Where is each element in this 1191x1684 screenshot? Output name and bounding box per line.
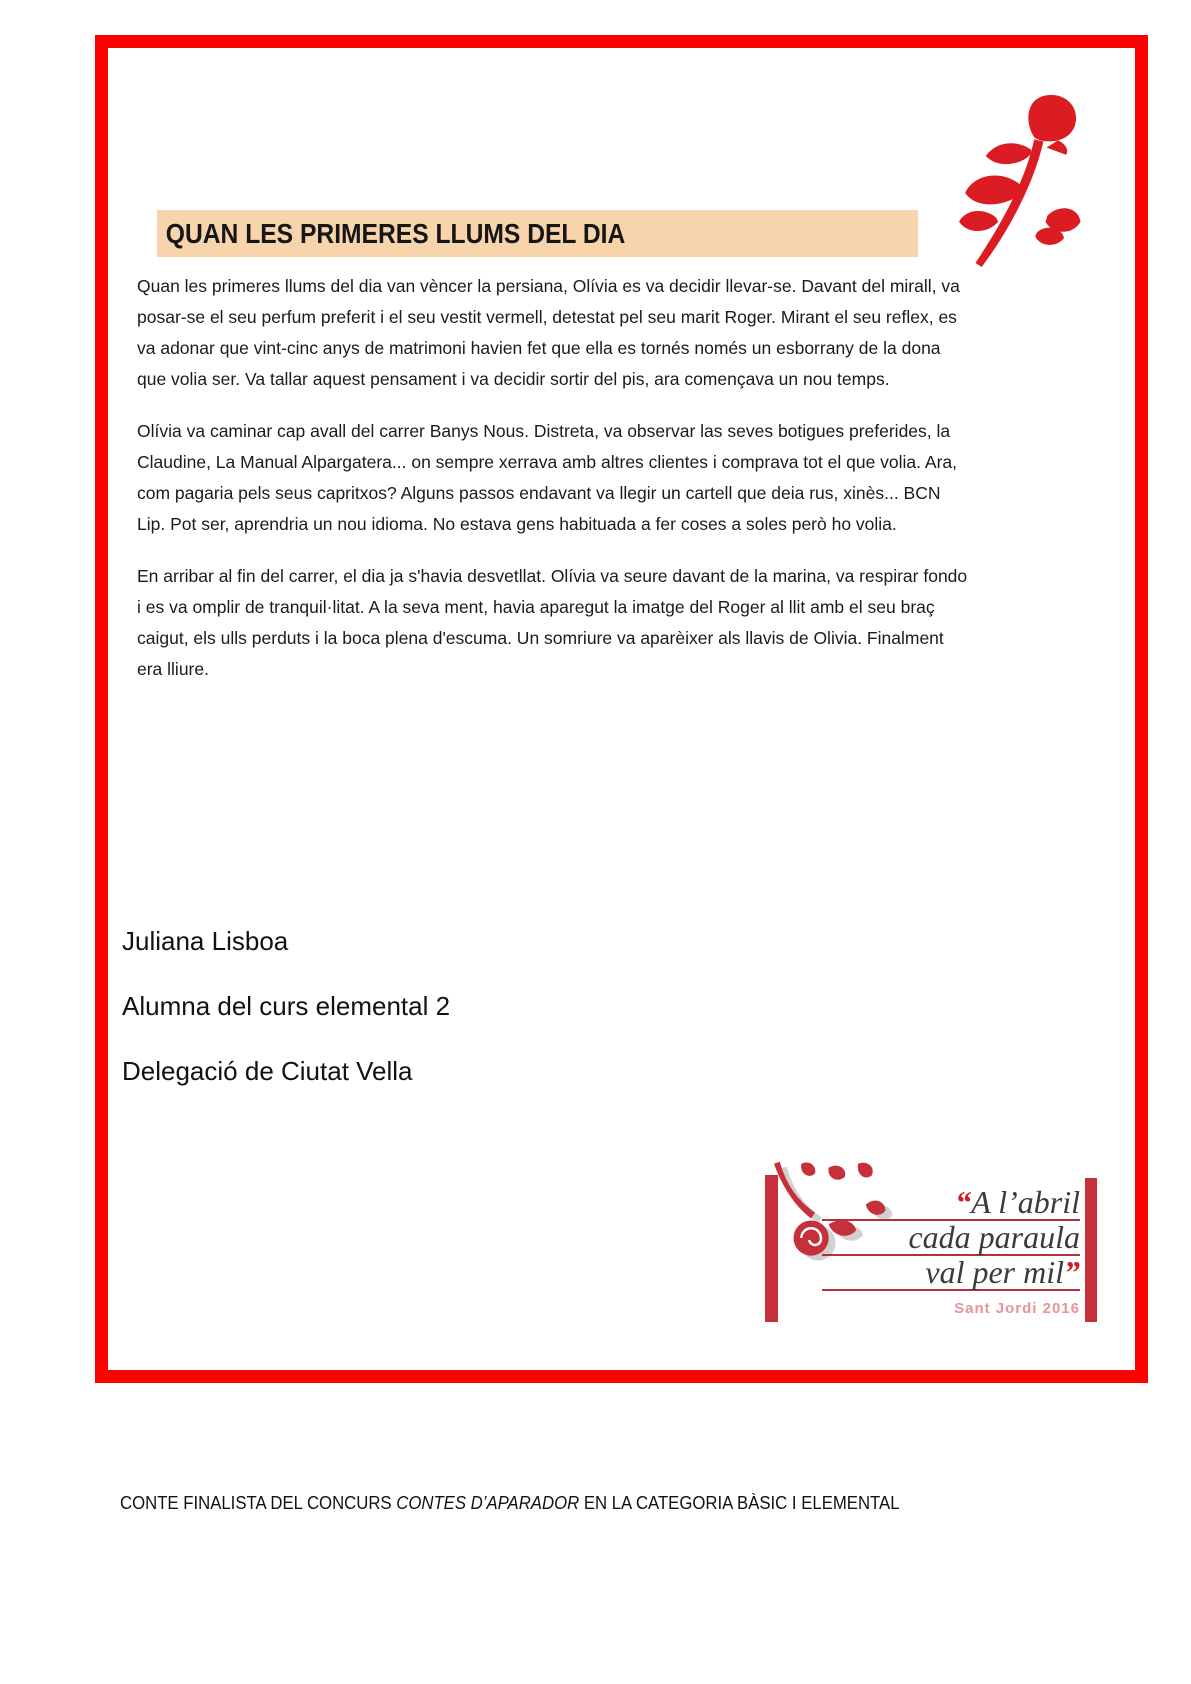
story-paragraph: Olívia va caminar cap avall del carrer Banys Nous. Distreta, va observar las seves botigues preferides, la Claudine, La Manual Alpargatera... on sempre xerrava amb altres clientes i comprava tot el que volia. Ara, com pagaria pels seus capritxos? Alguns passos endavant va llegir un cartell que deia rus, xinès... BCN Lip. Pot ser, aprendria un nou idioma. No estava gens habituada a fer coses a soles però ho volia.: [137, 421, 958, 534]
footer-note: [120, 1493, 900, 1514]
story-paragraph: Quan les primeres llums del dia van vèncer la persiana, Olívia es va decidir llevar-se. Davant del mirall, va posar-se el seu perfum preferit i el seu vestit vermell, detestat pel seu marit Roger. Mirant el seu reflex, es va adonar que vint-cinc anys de matrimoni havien fet que ella es tornés només un esborrany de la dona que volia ser. Va tallar aquest pensament i va decidir sortir del pis, ara començava un nou temps.: [137, 276, 960, 389]
open-quote-mark: “: [955, 1184, 972, 1220]
logo-quote-line-2: cada paraula: [822, 1221, 1080, 1256]
author-block: [122, 928, 450, 1123]
logo-right-bar: [1085, 1178, 1097, 1322]
author-course: Alumna del curs elemental 2: [122, 991, 451, 1021]
story-title-bar: [157, 210, 918, 257]
story-title: QUAN LES PRIMERES LLUMS DEL DIA: [165, 218, 626, 249]
story-body: [137, 271, 970, 706]
logo-quote-line-1: “A l’abril: [822, 1186, 1080, 1221]
logo-caption: Sant Jordi 2016: [954, 1300, 1080, 1317]
footer-text-2: EN LA CATEGORIA BÀSIC I ELEMENTAL: [579, 1493, 900, 1513]
footer-text-1: CONTE FINALISTA DEL CONCURS: [120, 1493, 397, 1513]
footer-text-italic: CONTES D’APARADOR: [396, 1493, 580, 1513]
author-name: Juliana Lisboa: [122, 926, 289, 956]
logo-quote: [822, 1186, 1080, 1317]
story-paragraph: En arribar al fin del carrer, el dia ja s'havia desvetllat. Olívia va seure davant de la marina, va respirar fondo i es va omplir de tranquil·litat. A la seva ment, havia aparegut la imatge del Roger al llit amb el seu braç caigut, els ulls perduts i la boca plena d'escuma. Un somriure va aparèixer als llavis de Olivia. Finalment era lliure.: [137, 566, 968, 679]
author-delegation: Delegació de Ciutat Vella: [122, 1056, 413, 1086]
close-quote-mark: ”: [1064, 1254, 1080, 1290]
rose-icon: [938, 92, 1083, 267]
logo-quote-line-3: val per mil”: [822, 1256, 1080, 1291]
